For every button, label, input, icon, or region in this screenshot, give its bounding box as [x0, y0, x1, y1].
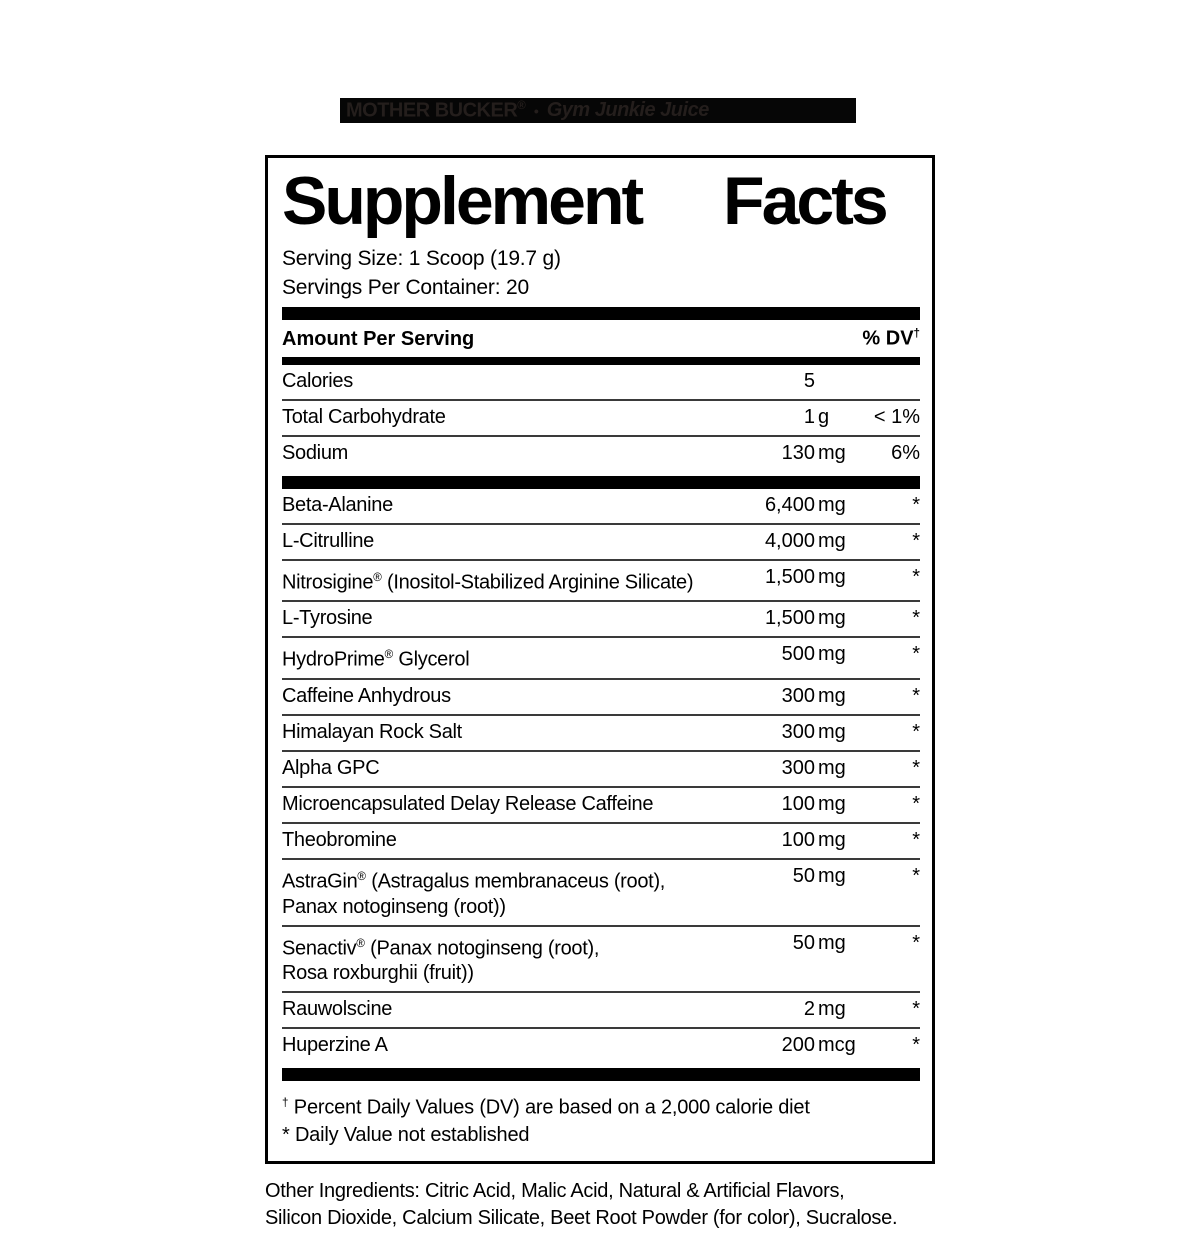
row-amount: 2: [803, 998, 815, 1021]
label-content: [265, 155, 935, 1232]
amount-per-serving-header: Amount Per Serving: [282, 327, 475, 350]
row-name: Huperzine A: [282, 1034, 388, 1057]
row-dv: *: [912, 565, 920, 588]
row-dv: *: [912, 792, 920, 815]
table-row: [282, 365, 920, 399]
row-dv: *: [912, 828, 920, 851]
nutrient-rows: [282, 365, 920, 471]
row-unit: mg: [818, 864, 846, 887]
percent-dv-header: % DV†: [862, 327, 920, 350]
row-amount: 300: [781, 684, 815, 707]
row-amount: 130: [781, 441, 815, 464]
row-dv: *: [912, 864, 920, 887]
table-row: [282, 991, 920, 1027]
row-name: Nitrosigine® (Inositol-Stabilized Arginine Silicate): [282, 570, 694, 594]
table-row: [282, 678, 920, 714]
row-name: Sodium: [282, 441, 349, 464]
ingredient-rows: [282, 489, 920, 1064]
other-ingredients: [265, 1178, 935, 1232]
row-amount: 4,000: [764, 529, 815, 552]
row-dv: *: [912, 529, 920, 552]
row-dv: *: [912, 756, 920, 779]
table-row: [282, 600, 920, 636]
row-unit: mg: [818, 565, 846, 588]
row-name: Total Carbohydrate: [282, 405, 446, 428]
row-amount: 100: [781, 792, 815, 815]
brand-flavor-separator: •: [533, 102, 539, 119]
row-amount: 200: [781, 1034, 815, 1057]
row-unit: mg: [818, 756, 846, 779]
row-unit: mg: [818, 643, 846, 666]
row-dv: *: [912, 493, 920, 516]
row-amount: 1,500: [764, 565, 815, 588]
row-dv: *: [912, 720, 920, 743]
table-row: [282, 1027, 920, 1063]
row-unit: mg: [818, 607, 846, 630]
row-name: Himalayan Rock Salt: [282, 720, 462, 743]
row-unit: mg: [818, 684, 846, 707]
table-row: [282, 523, 920, 559]
row-name: Beta-Alanine: [282, 493, 393, 516]
row-amount: 5: [803, 369, 815, 392]
divider-thick-middle: [282, 476, 920, 489]
row-unit: mg: [818, 441, 846, 464]
table-row: [282, 822, 920, 858]
serving-size: Serving Size: 1 Scoop (19.7 g): [282, 247, 561, 270]
row-amount: 300: [781, 756, 815, 779]
row-amount: 1: [803, 405, 815, 428]
brand-bar: [340, 98, 856, 123]
row-dv: *: [912, 684, 920, 707]
row-name: Calories: [282, 369, 353, 392]
row-unit: mg: [818, 998, 846, 1021]
table-row: [282, 559, 920, 601]
row-unit: mg: [818, 828, 846, 851]
row-unit: mg: [818, 493, 846, 516]
row-name: AstraGin® (Astragalus membranaceus (root), Panax notoginseng (root)): [282, 869, 666, 918]
row-unit: mg: [818, 720, 846, 743]
row-dv: < 1%: [873, 405, 920, 428]
row-name: Theobromine: [282, 828, 397, 851]
row-unit: mcg: [818, 1034, 856, 1057]
row-unit: mg: [818, 529, 846, 552]
footnotes: [282, 1081, 920, 1151]
panel-title: Supplement Facts: [282, 163, 886, 239]
table-row: [282, 636, 920, 678]
row-name: Alpha GPC: [282, 756, 380, 779]
row-amount: 1,500: [764, 607, 815, 630]
row-name: Microencapsulated Delay Release Caffeine: [282, 792, 654, 815]
column-header-row: [282, 320, 920, 357]
row-unit: mg: [818, 792, 846, 815]
flavor-name: Gym Junkie Juice: [546, 99, 709, 121]
row-dv: *: [912, 1034, 920, 1057]
row-amount: 50: [792, 864, 815, 887]
table-row: [282, 925, 920, 992]
divider-thick-bottom: [282, 1068, 920, 1081]
brand-name: MOTHER BUCKER®: [346, 98, 526, 122]
table-row: [282, 399, 920, 435]
other-ingredients-line-1: Other Ingredients: Citric Acid, Malic Acid, Natural & Artificial Flavors,: [265, 1179, 845, 1202]
row-amount: 100: [781, 828, 815, 851]
other-ingredients-line-2: Silicon Dioxide, Calcium Silicate, Beet Root Powder (for color), Sucralose.: [265, 1206, 898, 1229]
row-dv: *: [912, 607, 920, 630]
table-row: [282, 750, 920, 786]
row-unit: mg: [818, 931, 846, 954]
table-row: [282, 786, 920, 822]
row-name: Senactiv® (Panax notoginseng (root), Rosa roxburghii (fruit)): [282, 936, 600, 985]
footnote-not-established: * Daily Value not established: [282, 1123, 530, 1146]
row-amount: 500: [781, 643, 815, 666]
row-amount: 50: [792, 931, 815, 954]
row-dv: 6%: [891, 441, 920, 464]
table-row: [282, 435, 920, 471]
row-dv: *: [912, 998, 920, 1021]
divider-medium: [282, 357, 920, 365]
row-unit: g: [818, 405, 830, 428]
row-name: HydroPrime® Glycerol: [282, 648, 470, 671]
row-dv: *: [912, 643, 920, 666]
divider-thick-top: [282, 307, 920, 320]
table-row: [282, 714, 920, 750]
supplement-facts-panel: [265, 155, 935, 1164]
row-amount: 300: [781, 720, 815, 743]
table-row: [282, 489, 920, 523]
row-name: Caffeine Anhydrous: [282, 684, 451, 707]
row-dv: *: [912, 931, 920, 954]
row-name: L-Tyrosine: [282, 607, 373, 630]
table-row: [282, 858, 920, 925]
servings-per-container: Servings Per Container: 20: [282, 276, 529, 299]
footnote-daily-value: † Percent Daily Values (DV) are based on a 2,000 calorie diet: [282, 1096, 810, 1119]
row-name: L-Citrulline: [282, 529, 374, 552]
row-amount: 6,400: [764, 493, 815, 516]
row-name: Rauwolscine: [282, 998, 393, 1021]
